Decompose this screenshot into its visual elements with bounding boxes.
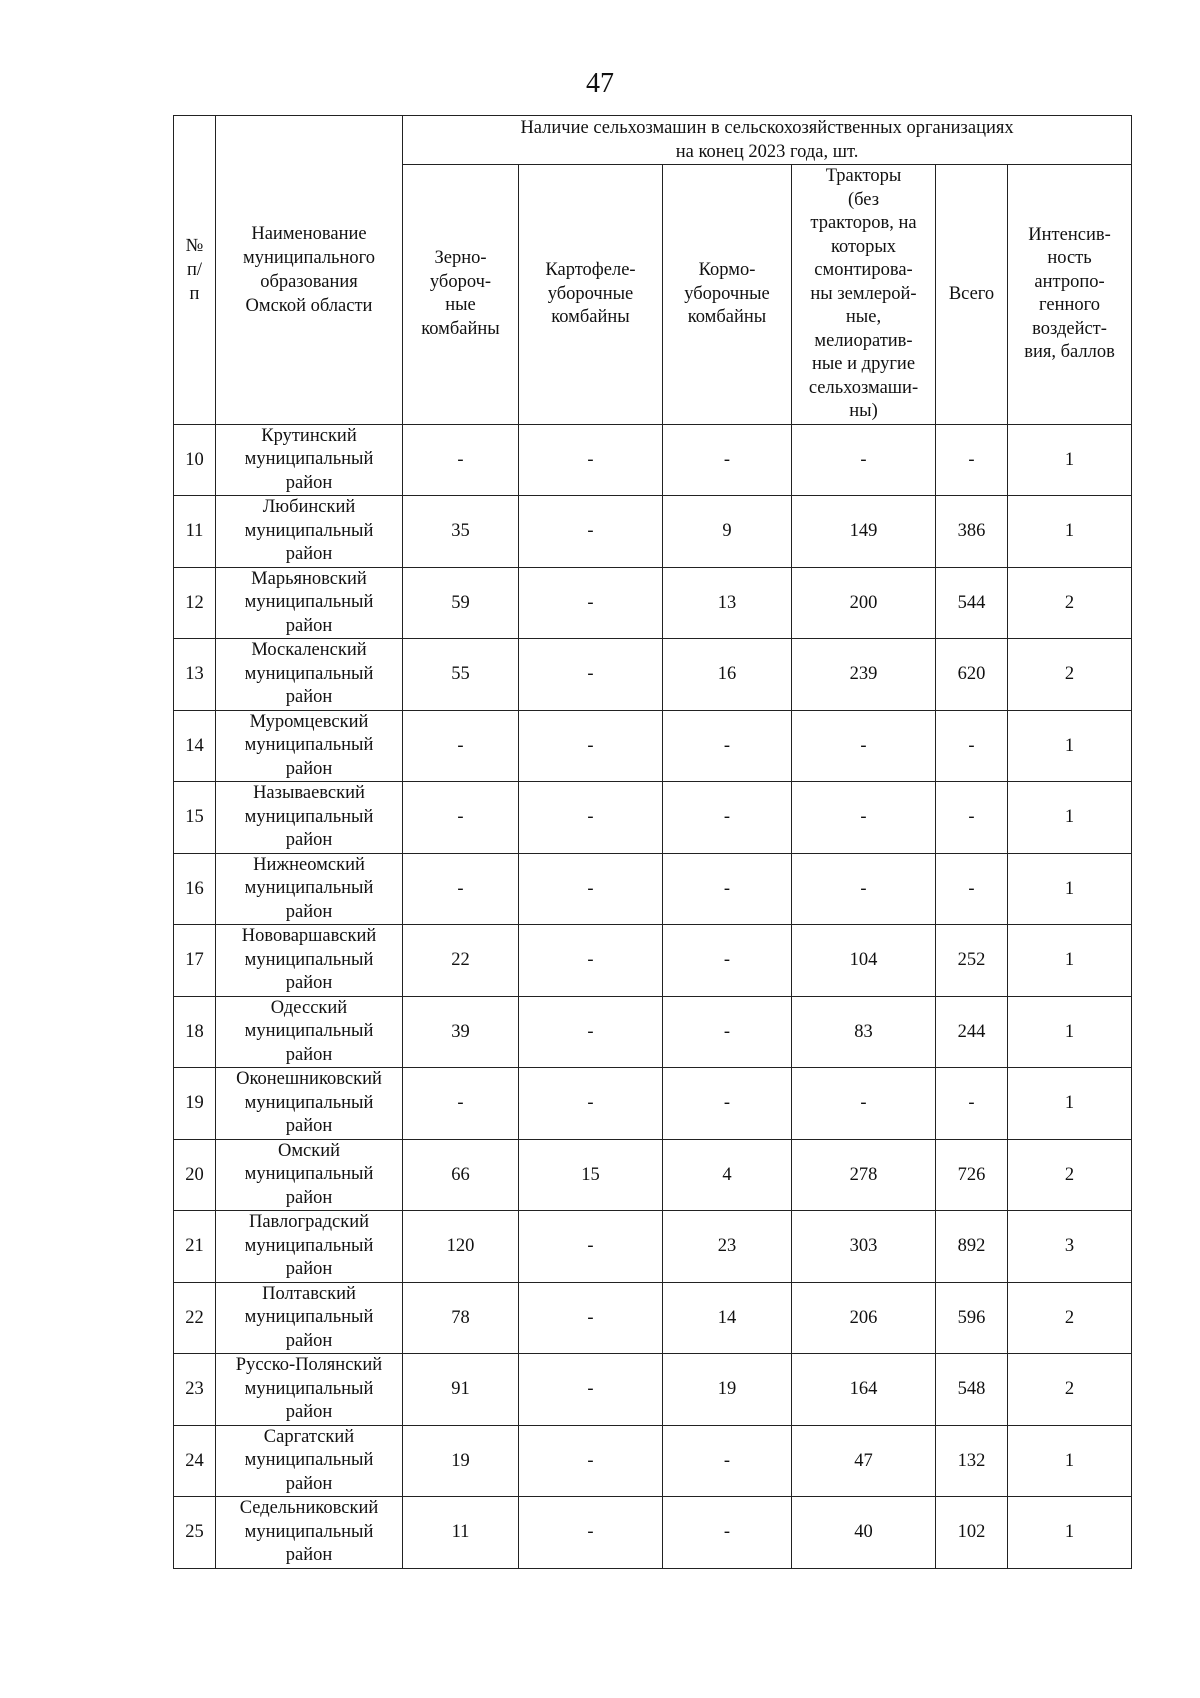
potato-harvesters-cell: - (519, 996, 663, 1068)
intensity-cell: 1 (1008, 710, 1132, 782)
table-row (174, 424, 1132, 496)
row-number: 12 (174, 567, 216, 639)
forage-harvesters-cell: - (663, 996, 792, 1068)
district-name-line2: муниципальный (244, 735, 374, 755)
district-name-line3: район (285, 615, 333, 636)
district-name (216, 639, 403, 711)
tractors-cell: 83 (792, 996, 936, 1068)
potato-harvesters-cell: - (519, 853, 663, 925)
district-name-line2: муниципальный (244, 1164, 374, 1184)
table-row (174, 925, 1132, 997)
district-name-line1: Нововаршавский (241, 926, 377, 946)
row-number: 24 (174, 1425, 216, 1497)
district-name (216, 1282, 403, 1354)
grain-harvesters-cell: 35 (403, 496, 519, 568)
row-number: 14 (174, 710, 216, 782)
row-number: 21 (174, 1211, 216, 1283)
district-name-line3: район (285, 1259, 333, 1279)
tractors-cell: - (792, 782, 936, 854)
district-name-line1: Полтавский (262, 1283, 356, 1304)
total-cell: 252 (936, 925, 1008, 997)
row-number: 11 (174, 496, 216, 568)
tractors-cell: - (792, 710, 936, 782)
grain-harvesters-cell: 11 (403, 1497, 519, 1569)
district-name (216, 424, 403, 496)
intensity-cell: 1 (1008, 1425, 1132, 1497)
table-row (174, 1425, 1132, 1497)
forage-harvesters-cell: - (663, 782, 792, 854)
forage-harvesters-cell: 9 (663, 496, 792, 568)
row-number: 25 (174, 1497, 216, 1569)
grain-harvesters-cell: 78 (403, 1282, 519, 1354)
district-name-line2: муниципальный (244, 520, 374, 541)
potato-harvesters-cell: - (519, 424, 663, 496)
district-name (216, 1139, 403, 1211)
header-name: Наименование муниципального образования Омской области (216, 116, 403, 425)
potato-harvesters-cell: - (519, 925, 663, 997)
total-cell: 102 (936, 1497, 1008, 1569)
tractors-cell: - (792, 424, 936, 496)
district-name (216, 1068, 403, 1140)
header-group-line1: Наличие сельхозмашин в сельскохозяйственных организациях (520, 118, 1014, 138)
district-name-line3: район (285, 973, 333, 993)
tractors-cell: 200 (792, 567, 936, 639)
district-name-line1: Крутинский (261, 425, 357, 446)
district-name-line1: Муромцевский (249, 711, 369, 732)
intensity-cell: 2 (1008, 639, 1132, 711)
header-intensity: Интенсив- ность антропо- генного воздейст- вия, баллов (1008, 165, 1132, 425)
total-cell: 132 (936, 1425, 1008, 1497)
district-name-line1: Оконешниковский (236, 1069, 382, 1089)
district-name-line3: район (285, 1044, 333, 1065)
district-name-line3: район (285, 901, 333, 922)
potato-harvesters-cell: - (519, 1354, 663, 1426)
table-row (174, 853, 1132, 925)
district-name-line3: район (285, 687, 333, 707)
row-number: 16 (174, 853, 216, 925)
grain-harvesters-cell: 66 (403, 1139, 519, 1211)
intensity-cell: 1 (1008, 1068, 1132, 1140)
row-number: 15 (174, 782, 216, 854)
header-num: № п/ п (174, 116, 216, 425)
forage-harvesters-cell: - (663, 1068, 792, 1140)
row-number: 20 (174, 1139, 216, 1211)
grain-harvesters-cell: 59 (403, 567, 519, 639)
district-name-line3: район (285, 544, 333, 564)
table-row (174, 710, 1132, 782)
district-name-line3: район (285, 1402, 333, 1422)
intensity-cell: 2 (1008, 1282, 1132, 1354)
forage-harvesters-cell: 13 (663, 567, 792, 639)
potato-harvesters-cell: - (519, 567, 663, 639)
district-name-line2: муниципальный (244, 1378, 374, 1399)
table-row (174, 1282, 1132, 1354)
forage-harvesters-cell: - (663, 424, 792, 496)
district-name (216, 782, 403, 854)
table-row (174, 639, 1132, 711)
grain-harvesters-cell: 55 (403, 639, 519, 711)
district-name-line2: муниципальный (244, 1021, 374, 1041)
potato-harvesters-cell: - (519, 1211, 663, 1283)
header-total: Всего (936, 165, 1008, 425)
district-name-line2: муниципальный (244, 806, 374, 827)
forage-harvesters-cell: - (663, 853, 792, 925)
intensity-cell: 2 (1008, 1139, 1132, 1211)
district-name-line1: Русско-Полянский (235, 1355, 383, 1375)
potato-harvesters-cell: - (519, 710, 663, 782)
district-name-line1: Называевский (253, 783, 365, 803)
intensity-cell: 1 (1008, 424, 1132, 496)
forage-harvesters-cell: - (663, 710, 792, 782)
table-row (174, 1211, 1132, 1283)
forage-harvesters-cell: - (663, 925, 792, 997)
tractors-cell: 278 (792, 1139, 936, 1211)
intensity-cell: 1 (1008, 782, 1132, 854)
district-name-line2: муниципальный (244, 1092, 374, 1113)
intensity-cell: 1 (1008, 996, 1132, 1068)
forage-harvesters-cell: 14 (663, 1282, 792, 1354)
district-name-line1: Нижнеомский (253, 854, 365, 875)
district-name-line3: район (285, 1473, 333, 1494)
header-tractors: Тракторы (без тракторов, на которых смонтирова- ны землерой- ные, мелиоратив- ные и другие сельхозмаши- ны) (792, 165, 936, 425)
district-name-line3: район (285, 1330, 333, 1351)
tractors-cell: 40 (792, 1497, 936, 1569)
grain-harvesters-cell: 91 (403, 1354, 519, 1426)
header-forage: Кормо- уборочные комбайны (663, 165, 792, 425)
potato-harvesters-cell: - (519, 782, 663, 854)
table-row (174, 1139, 1132, 1211)
tractors-cell: 206 (792, 1282, 936, 1354)
total-cell: 544 (936, 567, 1008, 639)
header-group-line2: на конец 2023 года, шт. (675, 142, 859, 162)
district-name (216, 1425, 403, 1497)
potato-harvesters-cell: 15 (519, 1139, 663, 1211)
district-name-line2: муниципальный (244, 1450, 374, 1470)
district-name-line3: район (285, 1545, 333, 1565)
district-name-line2: муниципальный (244, 1307, 374, 1327)
tractors-cell: - (792, 853, 936, 925)
tractors-cell: 47 (792, 1425, 936, 1497)
grain-harvesters-cell: - (403, 1068, 519, 1140)
row-number: 23 (174, 1354, 216, 1426)
table-row (174, 782, 1132, 854)
table-body (174, 424, 1132, 1568)
potato-harvesters-cell: - (519, 1068, 663, 1140)
forage-harvesters-cell: 19 (663, 1354, 792, 1426)
table-row (174, 996, 1132, 1068)
total-cell: - (936, 424, 1008, 496)
district-name-line3: район (285, 472, 333, 493)
district-name (216, 1211, 403, 1283)
district-name-line1: Одесский (270, 997, 348, 1018)
intensity-cell: 1 (1008, 1497, 1132, 1569)
district-name-line2: муниципальный (244, 949, 374, 970)
page-number: 47 (586, 68, 614, 99)
tractors-cell: 104 (792, 925, 936, 997)
grain-harvesters-cell: - (403, 424, 519, 496)
potato-harvesters-cell: - (519, 496, 663, 568)
district-name-line1: Павлоградский (248, 1212, 369, 1232)
district-name (216, 925, 403, 997)
district-name-line1: Седельниковский (239, 1498, 379, 1518)
forage-harvesters-cell: - (663, 1497, 792, 1569)
district-name-line2: муниципальный (244, 449, 374, 469)
intensity-cell: 1 (1008, 496, 1132, 568)
total-cell: 726 (936, 1139, 1008, 1211)
grain-harvesters-cell: - (403, 710, 519, 782)
row-number: 22 (174, 1282, 216, 1354)
grain-harvesters-cell: - (403, 782, 519, 854)
row-number: 19 (174, 1068, 216, 1140)
total-cell: 596 (936, 1282, 1008, 1354)
total-cell: 386 (936, 496, 1008, 568)
intensity-cell: 3 (1008, 1211, 1132, 1283)
grain-harvesters-cell: 120 (403, 1211, 519, 1283)
district-name-line2: муниципальный (244, 1235, 374, 1256)
district-name-line1: Омский (277, 1140, 341, 1161)
header-grain: Зерно- убороч- ные комбайны (403, 165, 519, 425)
machinery-table (173, 115, 1132, 1569)
forage-harvesters-cell: 16 (663, 639, 792, 711)
district-name-line3: район (285, 1187, 333, 1208)
potato-harvesters-cell: - (519, 1497, 663, 1569)
potato-harvesters-cell: - (519, 639, 663, 711)
tractors-cell: 164 (792, 1354, 936, 1426)
district-name-line1: Любинский (262, 497, 356, 517)
district-name (216, 853, 403, 925)
row-number: 13 (174, 639, 216, 711)
header-potato: Картофеле- уборочные комбайны (519, 165, 663, 425)
district-name-line2: муниципальный (244, 663, 374, 684)
tractors-cell: 149 (792, 496, 936, 568)
row-number: 18 (174, 996, 216, 1068)
district-name (216, 996, 403, 1068)
district-name (216, 1497, 403, 1569)
total-cell: 548 (936, 1354, 1008, 1426)
district-name-line2: муниципальный (244, 878, 374, 898)
district-name (216, 710, 403, 782)
row-number: 17 (174, 925, 216, 997)
district-name-line1: Саргатский (263, 1426, 355, 1447)
table-row (174, 1497, 1132, 1569)
potato-harvesters-cell: - (519, 1282, 663, 1354)
total-cell: - (936, 1068, 1008, 1140)
row-number: 10 (174, 424, 216, 496)
grain-harvesters-cell: 19 (403, 1425, 519, 1497)
grain-harvesters-cell: - (403, 853, 519, 925)
district-name-line2: муниципальный (244, 1521, 374, 1542)
table-row (174, 1068, 1132, 1140)
district-name (216, 567, 403, 639)
total-cell: 244 (936, 996, 1008, 1068)
total-cell: 892 (936, 1211, 1008, 1283)
intensity-cell: 1 (1008, 853, 1132, 925)
tractors-cell: - (792, 1068, 936, 1140)
tractors-cell: 239 (792, 639, 936, 711)
forage-harvesters-cell: 23 (663, 1211, 792, 1283)
district-name-line3: район (285, 1116, 333, 1136)
grain-harvesters-cell: 22 (403, 925, 519, 997)
district-name (216, 1354, 403, 1426)
table-row (174, 496, 1132, 568)
intensity-cell: 2 (1008, 567, 1132, 639)
intensity-cell: 2 (1008, 1354, 1132, 1426)
total-cell: - (936, 710, 1008, 782)
district-name-line1: Москаленский (251, 640, 367, 660)
intensity-cell: 1 (1008, 925, 1132, 997)
total-cell: - (936, 782, 1008, 854)
district-name-line1: Марьяновский (251, 568, 367, 589)
grain-harvesters-cell: 39 (403, 996, 519, 1068)
total-cell: - (936, 853, 1008, 925)
district-name-line3: район (285, 830, 333, 850)
district-name-line3: район (285, 758, 333, 779)
district-name-line2: муниципальный (244, 592, 374, 612)
potato-harvesters-cell: - (519, 1425, 663, 1497)
tractors-cell: 303 (792, 1211, 936, 1283)
table-row (174, 567, 1132, 639)
table-row (174, 1354, 1132, 1426)
total-cell: 620 (936, 639, 1008, 711)
header-group (403, 116, 1132, 165)
forage-harvesters-cell: 4 (663, 1139, 792, 1211)
forage-harvesters-cell: - (663, 1425, 792, 1497)
district-name (216, 496, 403, 568)
